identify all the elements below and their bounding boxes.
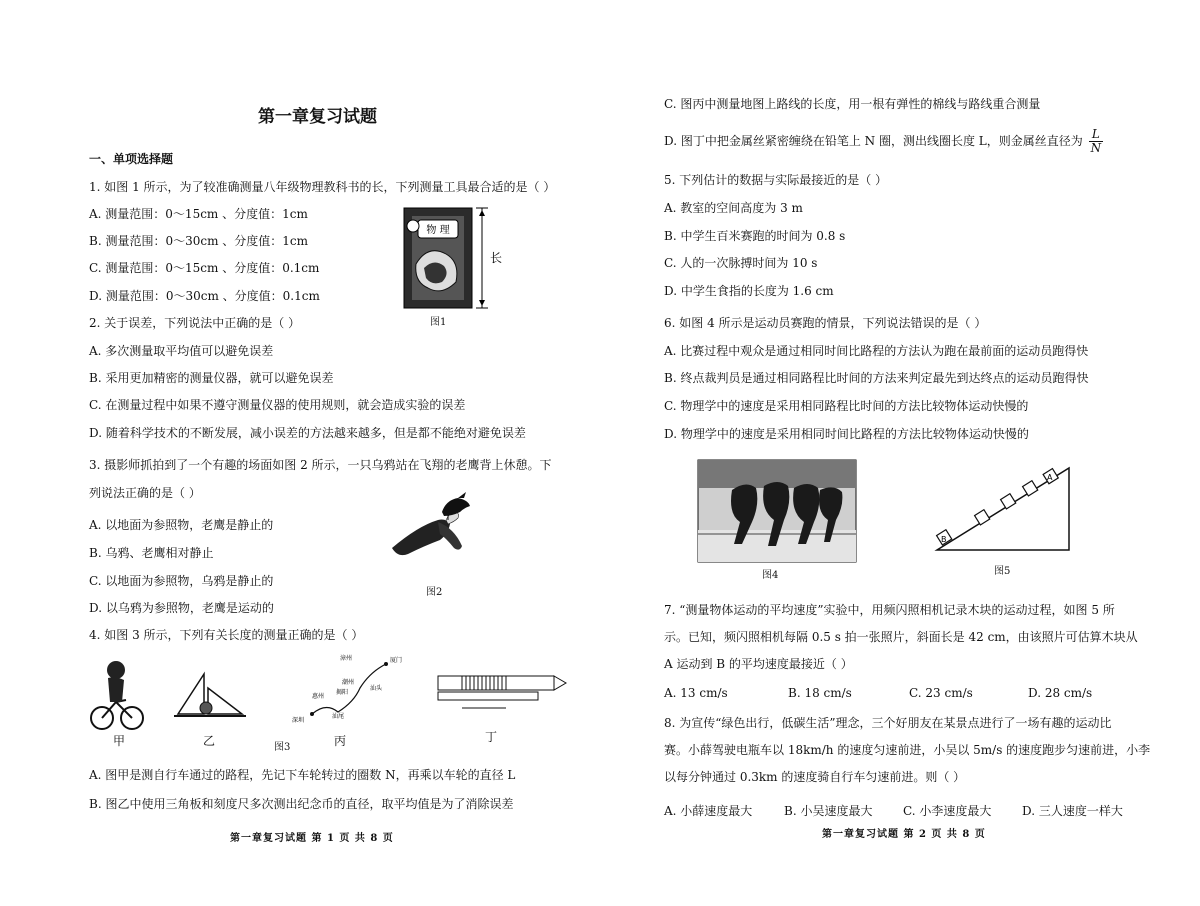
- q1-option-c: C. 测量范围：0～15cm 、分度值：0.1cm: [89, 261, 320, 275]
- figure-4-runners: [698, 460, 856, 562]
- q5-stem: 5. 下列估计的数据与实际最接近的是（ ）: [664, 173, 888, 187]
- q4-stem: 4. 如图 3 所示，下列有关长度的测量正确的是（ ）: [89, 628, 364, 642]
- q2-option-d: D. 随着科学技术的不断发展，减小误差的方法越来越多，但是都不能绝对避免误差: [89, 426, 526, 440]
- map-label-huizhou: 惠州: [312, 693, 325, 700]
- exam-title: 第一章复习试题: [258, 107, 377, 127]
- q3-stem-line1: 3. 摄影师抓拍到了一个有趣的场面如图 2 所示，一只乌鸦站在飞翔的老鹰背上休憩。下: [89, 458, 552, 472]
- map-label-chaozhou: 潮州: [342, 679, 355, 686]
- map-label-xiamen: 厦门: [390, 657, 403, 664]
- q3-stem-line2: 列说法正确的是（ ）: [89, 486, 201, 500]
- book-cover-text: 物 理: [426, 225, 450, 236]
- fraction-l-over-n: [1089, 128, 1104, 155]
- q8-line3: 以每分钟通过 0.3km 的速度骑自行车匀速前进。则（ ）: [664, 770, 966, 784]
- footer-page-1: 第一章复习试题 第 1 页 共 8 页: [230, 833, 394, 844]
- q8-option-c: C. 小李速度最大: [903, 804, 992, 818]
- figure-2-caption: 图2: [426, 587, 443, 598]
- q2-option-b: B. 采用更加精密的测量仪器，就可以避免误差: [89, 371, 334, 385]
- q3-option-b: B. 乌鸦、老鹰相对静止: [89, 546, 214, 560]
- q8-option-d: D. 三人速度一样大: [1022, 804, 1123, 818]
- incline-label-a: A: [1047, 473, 1053, 482]
- q7-line3: A 运动到 B 的平均速度最接近（ ）: [664, 657, 853, 671]
- figure-2-eagle-crow: [388, 490, 488, 562]
- q8-option-a: A. 小薛速度最大: [664, 804, 753, 818]
- page-2: [600, 0, 1200, 906]
- q2-stem: 2. 关于误差，下列说法中正确的是（ ）: [89, 316, 301, 330]
- q7-line1: 7. “测量物体运动的平均速度”实验中，用频闪照相机记录木块的运动过程，如图 5 所: [664, 603, 1115, 617]
- figure-3-pencil-wire: [438, 676, 566, 708]
- q5-option-b: B. 中学生百米赛跑的时间为 0.8 s: [664, 229, 846, 243]
- q6-option-b: B. 终点裁判员是通过相同路程比时间的方法来判定最先到达终点的运动员跑得快: [664, 371, 1089, 385]
- q1-stem: 1. 如图 1 所示，为了较准确测量八年级物理教科书的长，下列测量工具最合适的是（ ）: [89, 180, 556, 194]
- fraction-denominator: N: [1090, 141, 1102, 155]
- q6-option-c: C. 物理学中的速度是采用相同路程比时间的方法比较物体运动快慢的: [664, 399, 1029, 413]
- figure-3-map: [292, 654, 402, 724]
- q7-line2: 示。已知，频闪照相机每隔 0.5 s 拍一张照片，斜面长是 42 cm，由该照片可估算木块从: [664, 630, 1138, 644]
- q7-option-b: B. 18 cm/s: [788, 686, 852, 700]
- q1-option-b: B. 测量范围：0～30cm 、分度值：1cm: [89, 234, 309, 248]
- q5-option-c: C. 人的一次脉搏时间为 10 s: [664, 256, 818, 270]
- map-label-shanwei: 汕尾: [332, 713, 345, 720]
- figure-3-triangles-coin: [174, 674, 246, 716]
- q8-line1: 8. 为宣传“绿色出行，低碳生活”理念，三个好朋友在某景点进行了一场有趣的运动比: [664, 716, 1112, 730]
- length-label: 长: [490, 251, 503, 265]
- fraction-numerator: L: [1089, 128, 1104, 142]
- figure-3-bicycle: [91, 661, 143, 729]
- fig3-label-bing: 丙: [334, 734, 347, 748]
- q7-option-c: C. 23 cm/s: [909, 686, 973, 700]
- figure-1-book: [398, 204, 503, 316]
- section-heading: 一、单项选择题: [89, 152, 174, 166]
- footer-page-2: 第一章复习试题 第 2 页 共 8 页: [822, 829, 986, 840]
- q6-stem: 6. 如图 4 所示是运动员赛跑的情景，下列说法错误的是（ ）: [664, 316, 987, 330]
- q6-option-a: A. 比赛过程中观众是通过相同时间比路程的方法认为跑在最前面的运动员跑得快: [664, 344, 1089, 358]
- q2-option-a: A. 多次测量取平均值可以避免误差: [89, 344, 274, 358]
- q4-option-d: [664, 128, 1103, 155]
- q3-option-c: C. 以地面为参照物，乌鸦是静止的: [89, 574, 274, 588]
- q6-option-d: D. 物理学中的速度是采用相同时间比路程的方法比较物体运动快慢的: [664, 427, 1029, 441]
- q7-option-d: D. 28 cm/s: [1028, 686, 1093, 700]
- fig3-label-jia: 甲: [113, 734, 126, 748]
- map-label-zhangzhou: 漳州: [340, 655, 353, 662]
- map-label-shantou: 汕头: [370, 685, 383, 692]
- q5-option-a: A. 教室的空间高度为 3 m: [664, 201, 803, 215]
- q3-option-a: A. 以地面为参照物，老鹰是静止的: [89, 518, 274, 532]
- q4-option-c: C. 图丙中测量地图上路线的长度，用一根有弹性的棉线与路线重合测量: [664, 97, 1041, 111]
- figure-4-caption: 图4: [762, 570, 779, 581]
- q7-option-a: A. 13 cm/s: [664, 686, 728, 700]
- q2-option-c: C. 在测量过程中如果不遵守测量仪器的使用规则，就会造成实验的误差: [89, 398, 466, 412]
- q4-option-d-text: D. 图丁中把金属丝紧密缠绕在铅笔上 N 圈，测出线圈长度 L，则金属丝直径为: [664, 134, 1083, 148]
- figure-5-caption: 图5: [994, 566, 1011, 577]
- incline-label-b: B: [941, 535, 947, 544]
- figure-5-incline: [933, 462, 1073, 554]
- q4-option-b: B. 图乙中使用三角板和刻度尺多次测出纪念币的直径，取平均值是为了消除误差: [89, 797, 514, 811]
- q5-option-d: D. 中学生食指的长度为 1.6 cm: [664, 284, 834, 298]
- map-label-jieyang: 揭阳: [336, 689, 349, 696]
- q1-option-a: A. 测量范围：0～15cm 、分度值：1cm: [89, 207, 308, 221]
- q8-option-b: B. 小吴速度最大: [784, 804, 873, 818]
- q8-line2: 赛。小薛驾驶电瓶车以 18km/h 的速度匀速前进，小吴以 5m/s 的速度跑步匀速前进，小李: [664, 743, 1151, 757]
- q1-option-d: D. 测量范围：0～30cm 、分度值：0.1cm: [89, 289, 320, 303]
- q3-option-d: D. 以乌鸦为参照物，老鹰是运动的: [89, 601, 274, 615]
- fig3-label-ding: 丁: [485, 730, 498, 744]
- fig3-label-yi: 乙: [203, 734, 216, 748]
- figure-3-caption: 图3: [274, 742, 291, 753]
- q4-option-a: A. 图甲是测自行车通过的路程，先记下车轮转过的圈数 N，再乘以车轮的直径 L: [89, 768, 516, 782]
- map-label-shenzhen: 深圳: [292, 717, 305, 724]
- figure-1-caption: 图1: [430, 317, 447, 328]
